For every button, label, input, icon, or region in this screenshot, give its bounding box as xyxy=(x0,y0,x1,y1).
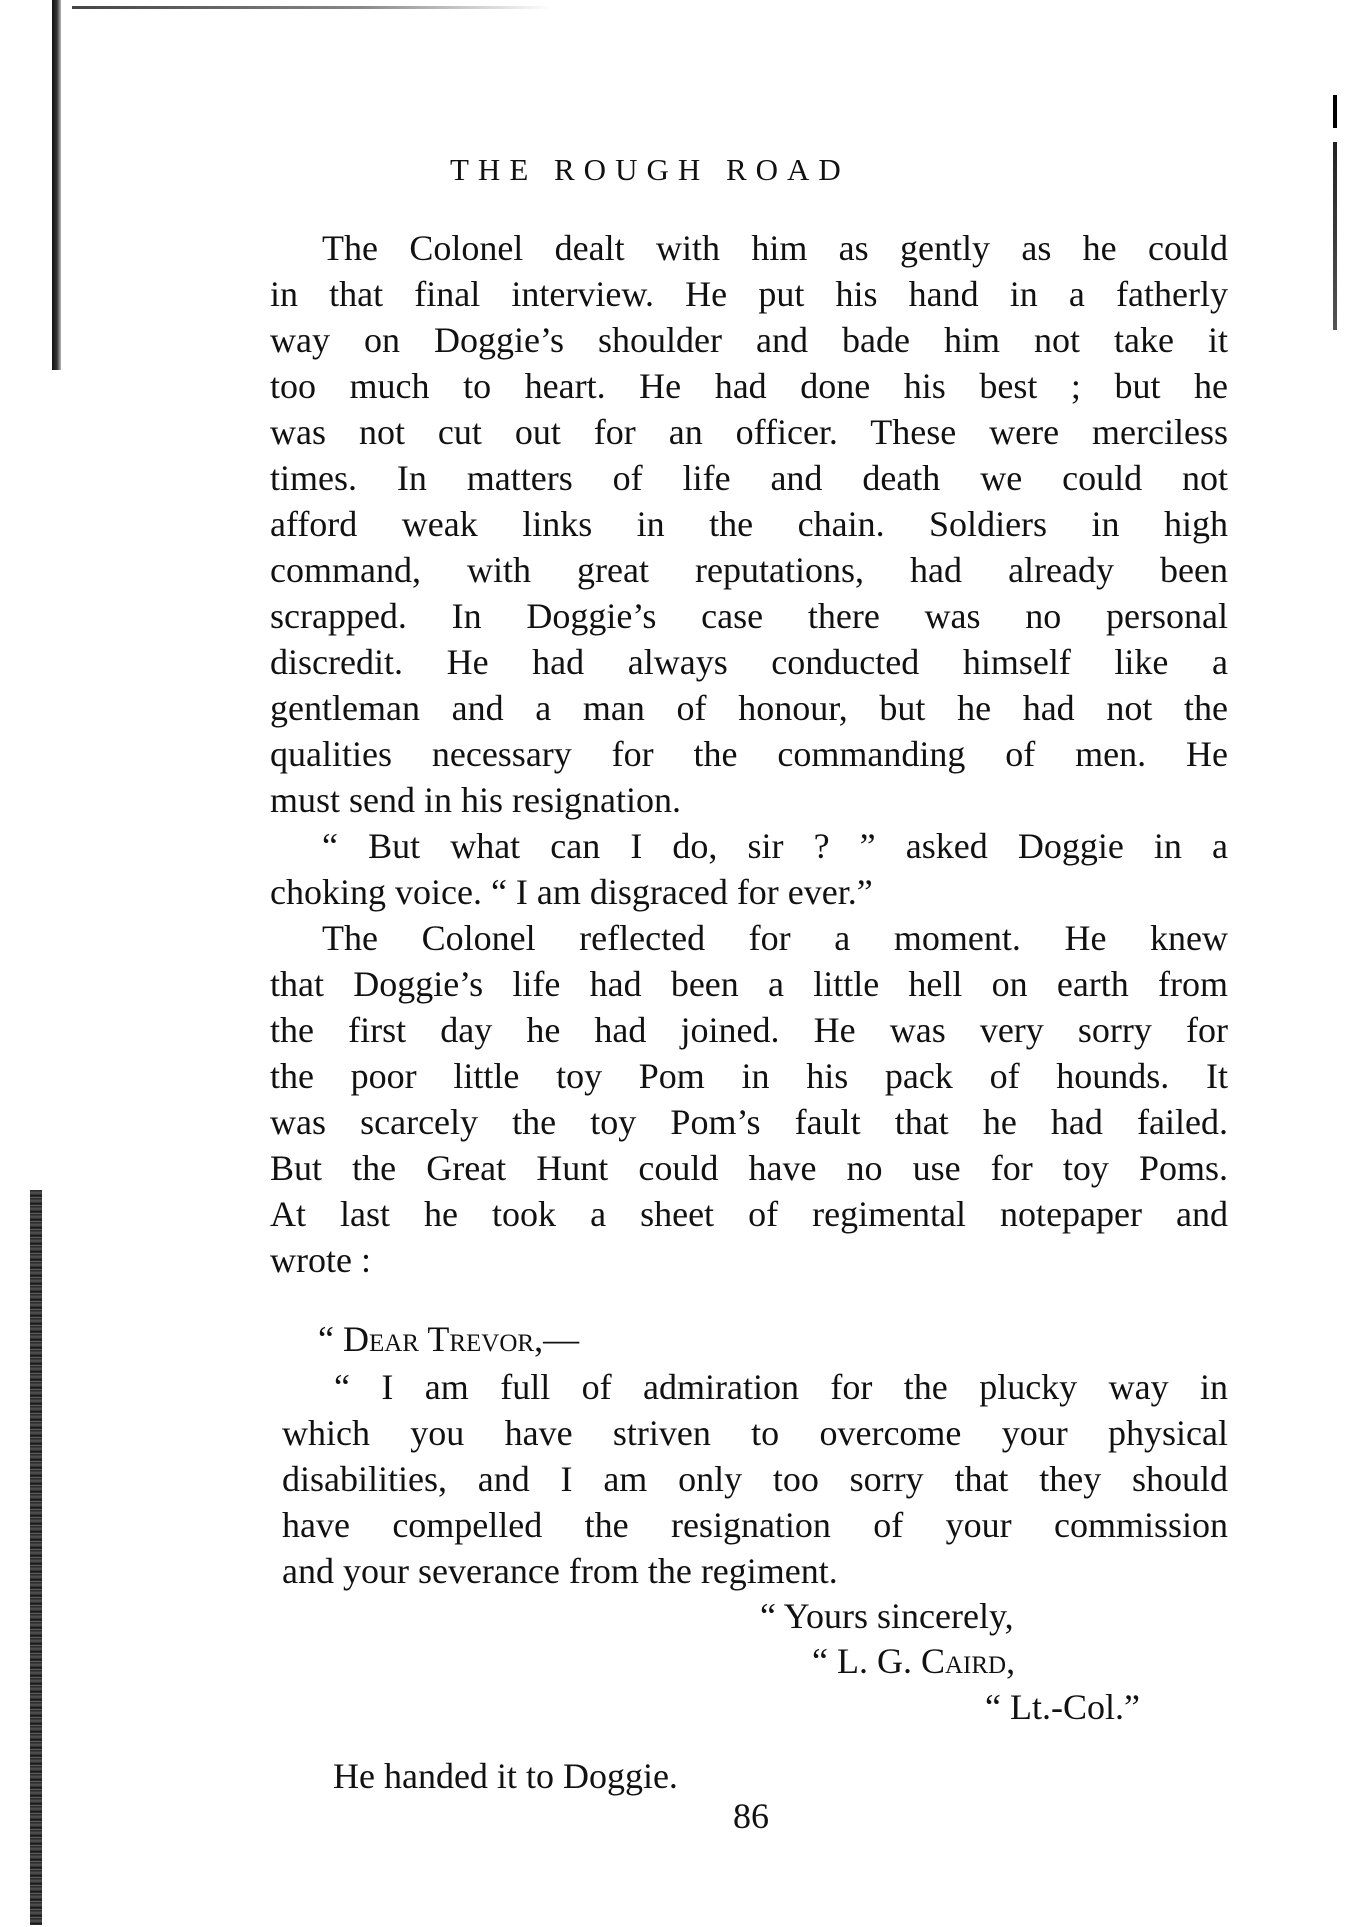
text-line: way on Doggie’s shoulder and bade him not take it xyxy=(270,320,1228,360)
text-line: the poor little toy Pom in his pack of hounds. It xyxy=(270,1056,1228,1096)
text-line: scrapped. In Doggie’s case there was no personal xyxy=(270,596,1228,636)
scan-edge-right xyxy=(1333,95,1337,330)
letter-rank: “ Lt.-Col.” xyxy=(985,1687,1140,1727)
text-line: was not cut out for an officer. These were merciless xyxy=(270,412,1228,452)
letter-body xyxy=(282,1364,1228,1594)
salutation-name: Dear Trevor xyxy=(342,1319,535,1359)
text-line: qualities necessary for the commanding of men. He xyxy=(270,734,1228,774)
text-line: in that final interview. He put his hand in a fatherly xyxy=(270,274,1228,314)
text-line: disabilities, and I am only too sorry that they should xyxy=(282,1459,1228,1499)
page-number: 86 xyxy=(733,1796,769,1836)
text-line: At last he took a sheet of regimental notepaper and xyxy=(270,1194,1228,1234)
text-line: have compelled the resignation of your commission xyxy=(282,1505,1228,1545)
salutation-open-quote: “ xyxy=(318,1319,343,1359)
text-line: command, with great reputations, had already been xyxy=(270,550,1228,590)
text-line: was scarcely the toy Pom’s fault that he had failed. xyxy=(270,1102,1228,1142)
text-line: The Colonel dealt with him as gently as he could xyxy=(322,228,1228,268)
text-line: wrote : xyxy=(270,1240,371,1280)
text-line: afford weak links in the chain. Soldiers in high xyxy=(270,504,1228,544)
paragraph-2 xyxy=(270,823,1228,915)
letter-signature xyxy=(812,1640,1015,1682)
scan-edge-left-bottom xyxy=(30,1190,42,1925)
salutation-dash: ,— xyxy=(534,1319,580,1359)
text-line: which you have striven to overcome your physical xyxy=(282,1413,1228,1453)
paragraph-1 xyxy=(270,225,1228,823)
text-line: discredit. He had always conducted himself like a xyxy=(270,642,1228,682)
signature-comma: , xyxy=(1006,1641,1016,1681)
text-line: that Doggie’s life had been a little hell on earth from xyxy=(270,964,1228,1004)
signature-open: “ L. G. xyxy=(812,1641,921,1681)
paragraph-3 xyxy=(270,915,1228,1283)
text-line: The Colonel reflected for a moment. He knew xyxy=(322,918,1228,958)
final-line: He handed it to Doggie. xyxy=(333,1756,678,1796)
text-line: times. In matters of life and death we could not xyxy=(270,458,1228,498)
letter-salutation xyxy=(318,1318,579,1360)
scan-edge-top xyxy=(72,6,552,9)
text-line: gentleman and a man of honour, but he had not the xyxy=(270,688,1228,728)
text-line: the first day he had joined. He was very sorry for xyxy=(270,1010,1228,1050)
text-line: “ But what can I do, sir ? ” asked Doggie in a xyxy=(322,826,1228,866)
text-line: must send in his resignation. xyxy=(270,780,681,820)
scan-edge-left-top xyxy=(52,0,61,370)
letter-closing: “ Yours sincerely, xyxy=(760,1596,1014,1636)
text-line: But the Great Hunt could have no use for toy Poms. xyxy=(270,1148,1228,1188)
text-line: choking voice. “ I am disgraced for ever.” xyxy=(270,872,873,912)
running-head: THE ROUGH ROAD xyxy=(450,152,850,187)
text-line: too much to heart. He had done his best ; but he xyxy=(270,366,1228,406)
text-line: and your severance from the regiment. xyxy=(282,1551,838,1591)
signature-name: Caird xyxy=(920,1641,1007,1681)
text-line: “ I am full of admiration for the plucky way in xyxy=(334,1367,1228,1407)
